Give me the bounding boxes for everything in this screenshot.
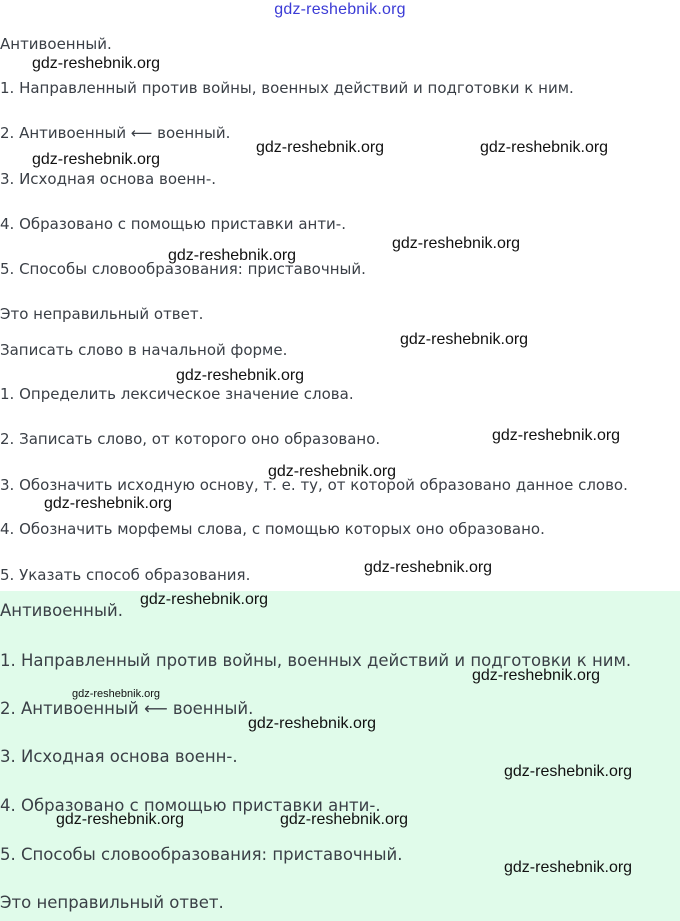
- instruction-4: 4. Обозначить морфемы слова, с помощью которых оно образовано.: [0, 520, 545, 538]
- instruction-5: 5. Указать способ образования.: [0, 566, 251, 584]
- watermark: gdz-reshebnik.org: [364, 559, 493, 576]
- watermark: gdz-reshebnik.org: [56, 811, 185, 828]
- watermark: gdz-reshebnik.org: [400, 331, 529, 348]
- step-3: 3. Исходная основа военн-.: [0, 170, 217, 188]
- instruction-3: 3. Обозначить исходную основу, т. е. ту, от которой образовано данное слово.: [0, 476, 628, 494]
- instruction-2: 2. Записать слово, от которого оно образовано.: [0, 430, 381, 448]
- watermark: gdz-reshebnik.org: [32, 55, 161, 72]
- verdict: Это неправильный ответ.: [0, 305, 204, 323]
- instruction-1: 1. Определить лексическое значение слова.: [0, 385, 354, 403]
- step-5: 5. Способы словообразования: приставочный.: [0, 260, 366, 278]
- step-3-repeat: 3. Исходная основа военн-.: [0, 747, 238, 766]
- watermark: gdz-reshebnik.org: [504, 763, 633, 780]
- watermark: gdz-reshebnik.org: [472, 667, 601, 684]
- watermark: gdz-reshebnik.org: [256, 139, 385, 156]
- watermark: gdz-reshebnik.org: [168, 247, 297, 264]
- watermark: gdz-reshebnik.org: [248, 715, 377, 732]
- watermark: gdz-reshebnik.org: [72, 688, 161, 700]
- watermark: gdz-reshebnik.org: [392, 235, 521, 252]
- answer-title: Антивоенный.: [0, 35, 112, 53]
- watermark: gdz-reshebnik.org: [44, 495, 173, 512]
- instruction-title: Записать слово в начальной форме.: [0, 341, 288, 359]
- step-1: 1. Направленный против войны, военных действий и подготовки к ним.: [0, 79, 574, 97]
- watermark: gdz-reshebnik.org: [32, 151, 161, 168]
- watermark: gdz-reshebnik.org: [176, 367, 305, 384]
- watermark: gdz-reshebnik.org: [504, 859, 633, 876]
- step-4: 4. Образовано с помощью приставки анти-.: [0, 215, 346, 233]
- verdict-repeat: Это неправильный ответ.: [0, 893, 224, 912]
- step-2-repeat: 2. Антивоенный ⟵ военный.: [0, 699, 254, 718]
- site-header-link[interactable]: gdz-reshebnik.org: [274, 1, 406, 18]
- step-5-repeat: 5. Способы словообразования: приставочный.: [0, 845, 403, 864]
- step-1-repeat: 1. Направленный против войны, военных действий и подготовки к ним.: [0, 651, 632, 670]
- step-2: 2. Антивоенный ⟵ военный.: [0, 124, 231, 142]
- step-4-repeat: 4. Образовано с помощью приставки анти-.: [0, 796, 381, 815]
- watermark: gdz-reshebnik.org: [480, 139, 609, 156]
- watermark: gdz-reshebnik.org: [492, 427, 621, 444]
- watermark: gdz-reshebnik.org: [140, 591, 269, 608]
- answer-title-repeat: Антивоенный.: [0, 601, 123, 620]
- watermark: gdz-reshebnik.org: [268, 463, 397, 480]
- watermark: gdz-reshebnik.org: [280, 811, 409, 828]
